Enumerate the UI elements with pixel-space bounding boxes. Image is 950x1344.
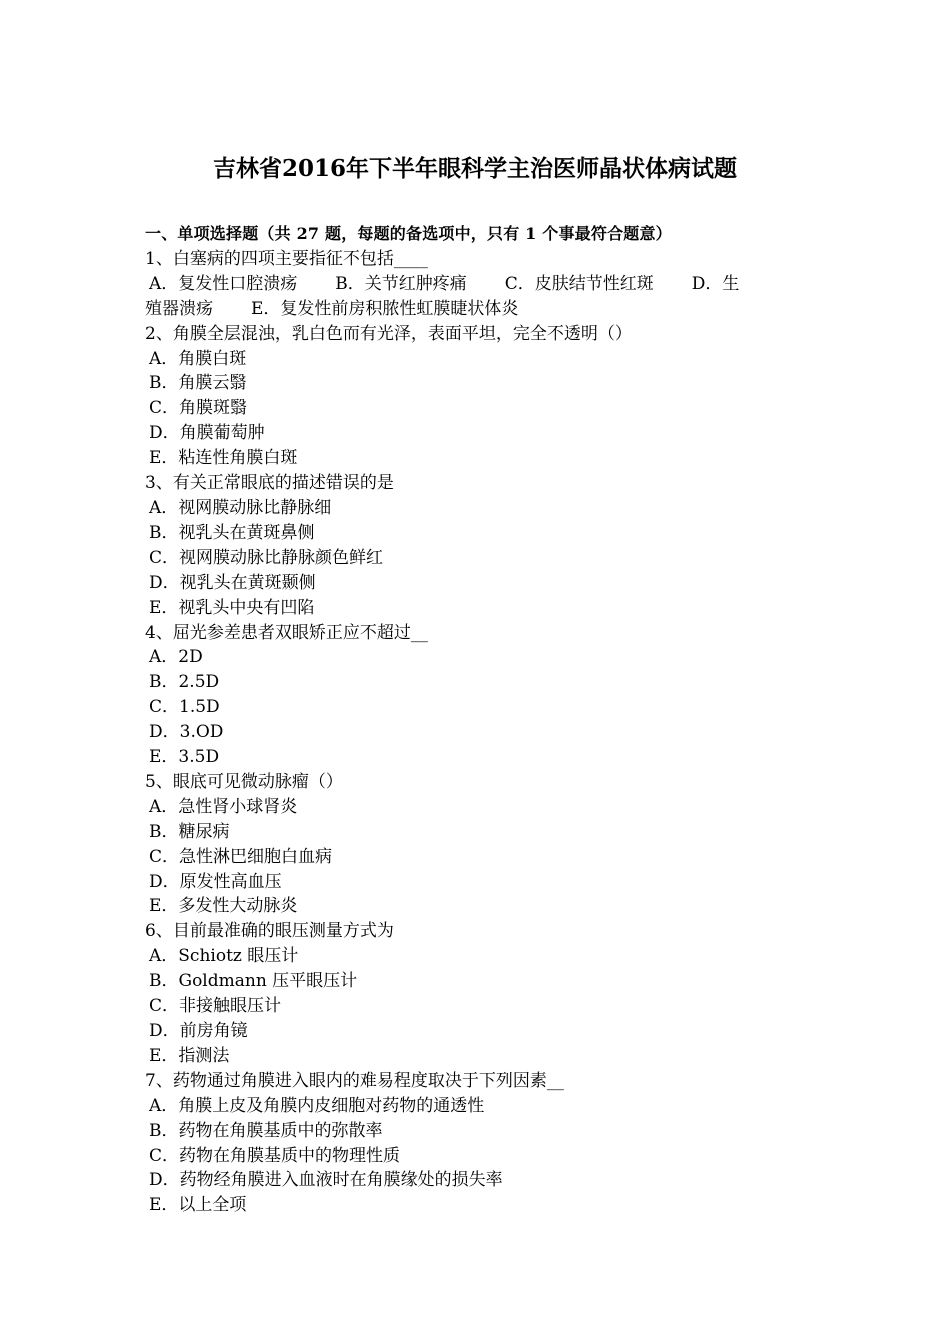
option-b: B．视乳头在黄斑鼻侧 — [149, 522, 315, 543]
question-stem: 5、眼底可见微动脉瘤（） — [145, 771, 343, 792]
option-b: B．Goldmann 压平眼压计 — [149, 971, 358, 992]
option-c: C．角膜斑翳 — [149, 398, 248, 419]
question-7 — [145, 1069, 813, 1218]
question-stem: 7、药物通过角膜进入眼内的难易程度取决于下列因素__ — [145, 1070, 564, 1091]
option-c: C．药物在角膜基质中的物理性质 — [149, 1145, 401, 1166]
question-stem: 3、有关正常眼底的描述错误的是 — [145, 473, 394, 494]
option-e: E．3.5D — [149, 747, 220, 768]
option-e: E．复发性前房积脓性虹膜睫状体炎 — [251, 298, 519, 319]
option-a: A．急性肾小球肾炎 — [149, 796, 298, 817]
option-a: A．2D — [149, 647, 203, 668]
option-row — [145, 297, 813, 322]
option-e: E．粘连性角膜白斑 — [149, 448, 298, 469]
option-d: D．生 — [691, 273, 740, 294]
question-stem: 2、角膜全层混浊，乳白色而有光泽，表面平坦，完全不透明（） — [145, 323, 632, 344]
option-d: D．视乳头在黄斑颞侧 — [149, 572, 316, 593]
option-a: A．Schiotz 眼压计 — [149, 946, 299, 967]
option-d-continued: 殖器溃疡 — [145, 298, 213, 319]
option-d: D．3.OD — [149, 722, 224, 743]
option-b: B．糖尿病 — [149, 821, 230, 842]
option-b: B．药物在角膜基质中的弥散率 — [149, 1120, 383, 1141]
option-d: D．角膜葡萄肿 — [149, 423, 265, 444]
option-row — [145, 272, 813, 297]
question-4 — [145, 621, 813, 770]
option-a: A．角膜上皮及角膜内皮细胞对药物的通透性 — [149, 1095, 485, 1116]
option-b: B．关节红肿疼痛 — [335, 273, 467, 294]
option-d: D．前房角镜 — [149, 1021, 248, 1041]
option-a: A．视网膜动脉比静脉细 — [149, 497, 332, 518]
option-b: B．角膜云翳 — [149, 373, 247, 394]
question-stem: 4、屈光参差患者双眼矫正应不超过__ — [145, 622, 428, 643]
document-body — [145, 222, 813, 1218]
option-a: A．复发性口腔溃疡 — [149, 273, 298, 294]
question-stem: 6、目前最准确的眼压测量方式为 — [145, 921, 394, 942]
document-title: 吉林省2016年下半年眼科学主治医师晶状体病试题 — [212, 155, 737, 182]
section-heading: 一、单项选择题（共 27 题，每题的备选项中，只有 1 个事最符合题意） — [145, 224, 672, 243]
question-stem: 1、白塞病的四项主要指征不包括____ — [145, 248, 428, 269]
option-e: E．视乳头中央有凹陷 — [149, 597, 315, 618]
question-6 — [145, 919, 813, 1068]
question-3 — [145, 471, 813, 620]
option-e: E．多发性大动脉炎 — [149, 896, 298, 917]
question-5 — [145, 770, 813, 919]
option-b: B．2.5D — [149, 672, 220, 693]
question-2 — [145, 322, 813, 471]
option-e: E．以上全项 — [149, 1195, 247, 1216]
option-c: C．1.5D — [149, 697, 220, 718]
question-1 — [145, 247, 813, 322]
option-c: C．非接触眼压计 — [149, 996, 282, 1017]
option-d: D．原发性高血压 — [149, 871, 282, 892]
option-a: A．角膜白斑 — [149, 348, 247, 369]
option-c: C．皮肤结节性红斑 — [504, 273, 654, 294]
option-c: C．急性淋巴细胞白血病 — [149, 846, 333, 867]
option-d: D．药物经角膜进入血液时在角膜缘处的损失率 — [149, 1170, 503, 1191]
option-c: C．视网膜动脉比静脉颜色鲜红 — [149, 547, 384, 568]
option-e: E．指测法 — [149, 1045, 230, 1066]
